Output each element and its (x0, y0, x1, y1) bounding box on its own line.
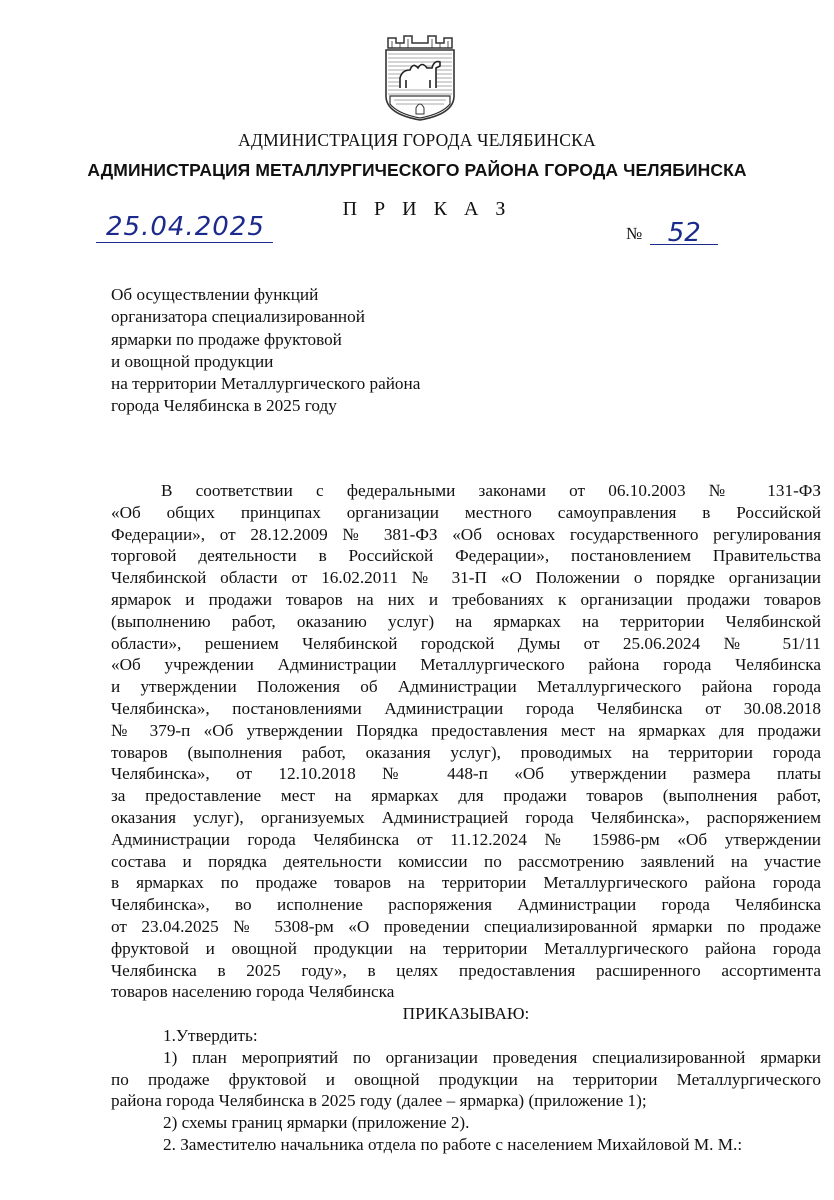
subject-line: на территории Металлургического района (111, 374, 421, 394)
order-word: ПРИКАЗЫВАЮ: (402, 1004, 530, 1024)
body-line: в ярмарках по продаже товаров на территории Металлургического района города (111, 873, 821, 893)
body-line: фруктовой и овощной продукции на территории Металлургического района города (111, 938, 821, 958)
body-line: торговой деятельности в Российской Федерации», постановлением Правительства (111, 546, 821, 566)
item-1-1-line: 1) план мероприятий по организации проведения специализированной ярмарки (163, 1047, 821, 1067)
body-line: оказания услуг), организуемых Администрацией города Челябинска», распоряжением (111, 807, 821, 827)
body-line: № 379-п «Об утверждении Порядка предоставления мест на ярмарках для продажи (111, 720, 821, 740)
item-2: 2. Заместителю начальника отдела по работе с населением Михайловой М. М.: (163, 1134, 743, 1154)
body-line: Челябинска», от 12.10.2018 № 448-п «Об утверждении размера платы (111, 764, 821, 784)
body-line: от 23.04.2025 № 5308-рм «О проведении специализированной ярмарки по продаже (111, 916, 821, 936)
body-line: Челябинской области от 16.02.2011 № 31-П «О Положении о порядке организации (111, 568, 821, 588)
body-line: (выполнению работ, оказанию услуг) на ярмарках на территории Челябинской (111, 611, 821, 631)
body-line: В соответствии с федеральными законами от 06.10.2003 № 131-ФЗ (161, 481, 821, 500)
order-body (111, 480, 821, 1156)
order-number (626, 218, 718, 248)
body-line: за предоставление мест на ярмарках для продажи товаров (выполнения работ, (111, 786, 821, 806)
item-1-1-line: района города Челябинска в 2025 году (далее – ярмарка) (приложение 1); (111, 1091, 647, 1111)
body-line: товаров (выполнения работ, оказания услуг), проводимых на территории города (111, 742, 821, 762)
body-line: состава и порядка деятельности комиссии по рассмотрению заявлений на участие (111, 851, 821, 871)
item-1: 1.Утвердить: (163, 1025, 258, 1045)
body-line: области», решением Челябинской городской Думы от 25.06.2024 № 51/11 (111, 633, 821, 653)
body-line: Челябинска», во исполнение распоряжения Администрации города Челябинска (111, 895, 821, 915)
body-line: «Об учреждении Администрации Металлургического района города Челябинска (111, 655, 821, 675)
handwritten-date: 25.04.2025 (96, 212, 273, 243)
subject-line: и овощной продукции (111, 351, 274, 371)
admin-city-heading: АДМИНИСТРАЦИЯ ГОРОДА ЧЕЛЯБИНСКА (238, 130, 596, 150)
order-subject (111, 284, 420, 418)
body-line: «Об общих принципах организации местного самоуправления в Российской (111, 502, 821, 522)
admin-district-heading: АДМИНИСТРАЦИЯ МЕТАЛЛУРГИЧЕСКОГО РАЙОНА ГОРОДА ЧЕЛЯБИНСКА (87, 160, 747, 180)
body-line: товаров населению города Челябинска (111, 982, 395, 1002)
body-line: ярмарок и продажи товаров на них и требованиях к организации продажи товаров (111, 589, 821, 609)
item-1-1-line: по продаже фруктовой и овощной продукции на территории Металлургического (111, 1069, 821, 1089)
body-line: Челябинска», постановлениями Администрации города Челябинска от 30.08.2018 (111, 698, 821, 718)
subject-line: Об осуществлении функций (111, 285, 319, 304)
subject-line: организатора специализированной (111, 307, 365, 327)
item-1-2: 2) схемы границ ярмарки (приложение 2). (163, 1113, 470, 1133)
body-line: Администрации города Челябинска от 11.12.2024 № 15986-рм «Об утверждении (111, 829, 821, 849)
handwritten-number: 52 (650, 222, 718, 245)
subject-line: ярмарки по продаже фруктовой (111, 329, 342, 349)
body-line: и утверждении Положения об Администрации Металлургического района города (111, 677, 821, 697)
number-sign: № (626, 224, 643, 243)
chelyabinsk-coat-of-arms-icon (382, 34, 458, 122)
subject-line: города Челябинска в 2025 году (111, 396, 337, 416)
body-line: Федерации», от 28.12.2009 № 381-ФЗ «Об основах государственного регулирования (111, 524, 821, 544)
document-type-title: П Р И К А З (342, 198, 512, 220)
body-line: Челябинска в 2025 году», в целях предоставления расширенного ассортимента (111, 960, 821, 980)
